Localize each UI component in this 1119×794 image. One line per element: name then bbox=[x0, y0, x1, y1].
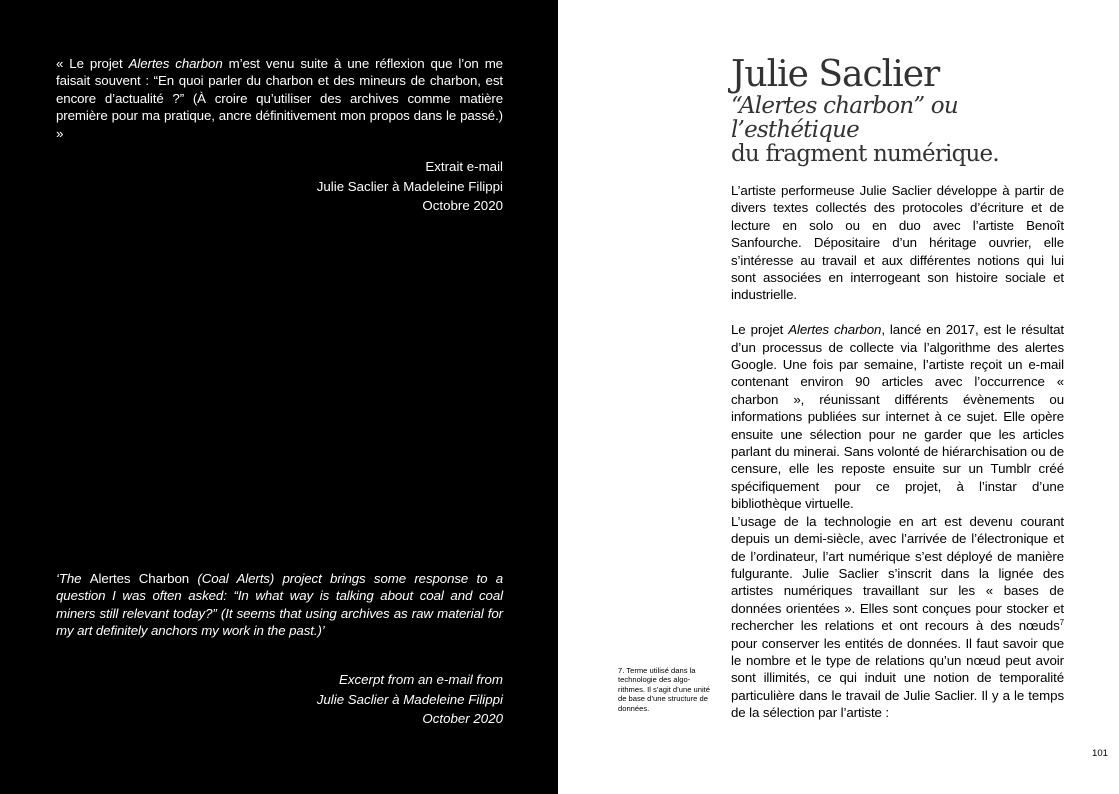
article-title bbox=[731, 56, 1071, 166]
quote-english bbox=[56, 570, 503, 640]
left-page bbox=[0, 0, 558, 794]
paragraph-3-after: pour conserver les entités de données. Il faut savoir que le nombre et le type de relations qu’un nœud peut avoir sont illimités, ce qui induit une notion de temporalité particulière dans le travail de Julie Saclier. Il y a le temps de la sélection par l’artiste : bbox=[731, 635, 1064, 721]
quote-fr-open: « Le projet bbox=[56, 56, 129, 71]
subtitle-line1: “Alertes charbon” ou l’esthétique bbox=[731, 93, 958, 143]
subtitle-line2: du fragment numérique. bbox=[731, 141, 999, 167]
paragraph-2-italic: Alertes charbon bbox=[788, 322, 882, 338]
attribution-french bbox=[143, 157, 503, 216]
quote-en-open: ‘The bbox=[56, 571, 90, 586]
quote-fr-title: Alertes charbon bbox=[128, 56, 223, 71]
quote-french bbox=[56, 55, 503, 142]
attribution-en-line2: Julie Saclier à Madeleine Filippi bbox=[316, 691, 503, 707]
title-subtitle bbox=[731, 94, 1071, 166]
paragraph-1: L’artiste performeuse Julie Saclier développe à partir de divers textes collectés des protocoles d’écriture et de lecture en solo ou en duo avec l’artiste Benoît Sanfourche. Dépositaire d’un héritage ouvrier, elle s’intéresse au travail et aux différentes notions qui lui sont associées en interrogeant son histoire sociale et industrielle. bbox=[731, 183, 1064, 303]
paragraph-2 bbox=[731, 321, 1064, 512]
title-name: Julie Saclier bbox=[731, 54, 940, 95]
attribution-en-line1: Excerpt from an e-mail from bbox=[338, 672, 503, 687]
page-number: 101 bbox=[1091, 748, 1108, 759]
attribution-english bbox=[143, 670, 503, 729]
attribution-en-line3: October 2020 bbox=[422, 711, 503, 726]
footnote: 7. Terme utilisé dans la technologie des algorithmes. Il s’agit d’une unité de base d’une structure de données. bbox=[618, 666, 711, 713]
paragraph-3-before: L’usage de la technologie en art est devenu courant depuis un demi-siècle, avec l’arrivée de l’électronique et de l’ordinateur, l’art numérique s’est déployé de manière fulgurante. Julie Saclier s’inscrit dans la lignée des artistes numériques travaillant sur les « bases de données orientées ». Elles sont conçues pour stocker et rechercher les relations et ont recours à des nœuds bbox=[731, 513, 1064, 634]
footnote-reference[interactable]: 7 bbox=[1059, 618, 1064, 628]
attribution-fr-line1: Extrait e-mail bbox=[425, 159, 503, 174]
attribution-fr-line3: Octobre 2020 bbox=[422, 198, 503, 213]
right-page bbox=[558, 0, 1119, 794]
paragraph-2-after: , lancé en 2017, est le résultat d’un processus de collecte via l’algorithme des alertes Google. Une fois par semaine, l’artiste reçoit un e-mail contenant environ 90 articles avec l’occurrence « charbon », réunissant différents évènements ou informations publiées sur internet à ce sujet. Elle opère ensuite une sélection pour ne garder que les articles parlant du minerai. Sans volonté de hiérarchisation ou de censure, elle les reposte ensuite sur un Tumblr créé spécifiquement pour ce projet, à l’instar d’une bibliothèque virtuelle. bbox=[731, 322, 1064, 512]
attribution-fr-line2: Julie Saclier à Madeleine Filippi bbox=[316, 178, 503, 194]
article-body bbox=[731, 182, 1064, 722]
paragraph-2-before: Le projet bbox=[731, 322, 789, 338]
quote-fr-rest: m’est venu suite à une réflexion que l’on me faisait souvent : “En quoi parler du charbon et des mineurs de charbon, est encore d’actualité ?” (À croire qu’utiliser des archives comme matière première pour ma pratique, ancre définitivement mon propos dans le passé.) » bbox=[56, 56, 503, 141]
paragraph-3 bbox=[731, 513, 1064, 722]
quote-en-title: Alertes Charbon bbox=[89, 571, 190, 586]
quote-en-rest: (Coal Alerts) project brings some response to a question I was often asked: “In what way is talking about coal and coal miners still relevant today?” (It seems that using archives as raw material for my art definitely anchors my work in the past.)’ bbox=[56, 571, 504, 639]
